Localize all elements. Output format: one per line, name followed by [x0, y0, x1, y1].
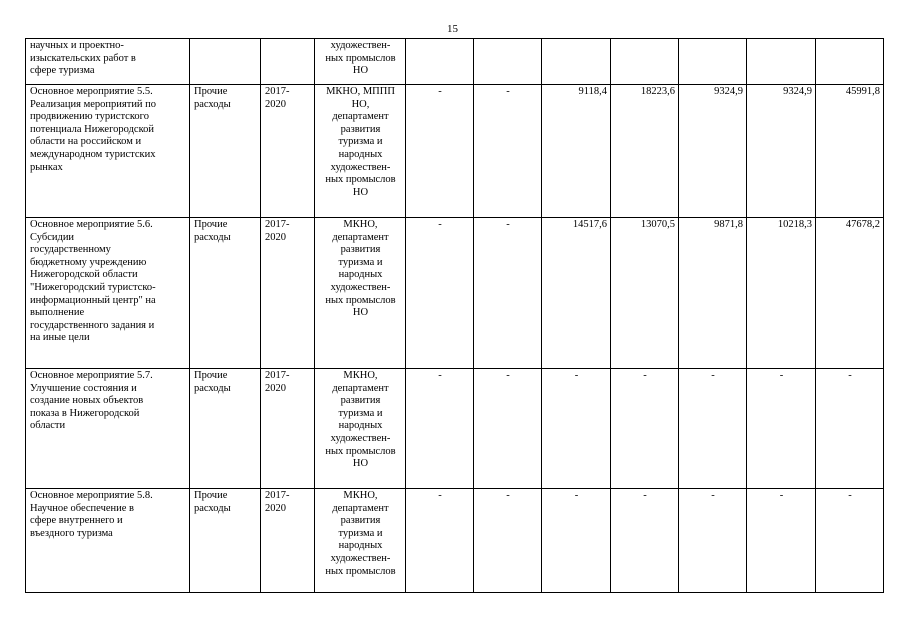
value-cell: - [542, 489, 611, 593]
value-cell [542, 39, 611, 85]
value-cell: - [611, 489, 679, 593]
value-cell: 18223,6 [611, 85, 679, 218]
table-row [26, 85, 884, 218]
value-cell: 45991,8 [816, 85, 884, 218]
period-cell: 2017- 2020 [261, 369, 315, 489]
table-row [26, 218, 884, 369]
value-cell: - [816, 489, 884, 593]
value-cell: - [406, 85, 474, 218]
value-cell: - [474, 369, 542, 489]
expense-type-cell [190, 39, 261, 85]
value-cell: - [679, 489, 747, 593]
executor-cell: МКНО, департамент развития туризма и народных художествен- ных промыслов [315, 489, 406, 593]
value-cell [816, 39, 884, 85]
value-cell: 13070,5 [611, 218, 679, 369]
value-cell [679, 39, 747, 85]
value-cell: 47678,2 [816, 218, 884, 369]
program-measures-table [25, 38, 884, 593]
measure-name-cell: Основное мероприятие 5.6. Субсидии государственному бюджетному учреждению Нижегородской области "Нижегородский туристско- информационный центр" на выполнение государственного задания и на иные цели [26, 218, 190, 369]
value-cell: 14517,6 [542, 218, 611, 369]
value-cell: 9324,9 [679, 85, 747, 218]
expense-type-cell: Прочие расходы [190, 489, 261, 593]
value-cell [474, 39, 542, 85]
period-cell: 2017- 2020 [261, 85, 315, 218]
value-cell [406, 39, 474, 85]
value-cell: 10218,3 [747, 218, 816, 369]
value-cell: - [816, 369, 884, 489]
value-cell: 9324,9 [747, 85, 816, 218]
expense-type-cell: Прочие расходы [190, 218, 261, 369]
value-cell: - [406, 218, 474, 369]
period-cell: 2017- 2020 [261, 489, 315, 593]
value-cell: - [474, 489, 542, 593]
value-cell: - [406, 489, 474, 593]
page-number: 15 [447, 23, 458, 35]
value-cell: - [474, 85, 542, 218]
value-cell [611, 39, 679, 85]
table-row [26, 489, 884, 593]
table-row [26, 39, 884, 85]
expense-type-cell: Прочие расходы [190, 369, 261, 489]
value-cell: - [474, 218, 542, 369]
executor-cell: МКНО, департамент развития туризма и народных художествен- ных промыслов НО [315, 218, 406, 369]
measure-name-cell: Основное мероприятие 5.7. Улучшение состояния и создание новых объектов показа в Нижегородской области [26, 369, 190, 489]
value-cell: - [406, 369, 474, 489]
value-cell: - [542, 369, 611, 489]
measure-name-cell: Основное мероприятие 5.8. Научное обеспечение в сфере внутреннего и въездного туризма [26, 489, 190, 593]
executor-cell: МКНО, департамент развития туризма и народных художествен- ных промыслов НО [315, 369, 406, 489]
value-cell: - [611, 369, 679, 489]
period-cell: 2017- 2020 [261, 218, 315, 369]
value-cell: - [679, 369, 747, 489]
executor-cell: МКНО, МППП НО, департамент развития туризма и народных художествен- ных промыслов НО [315, 85, 406, 218]
value-cell: 9118,4 [542, 85, 611, 218]
table-row [26, 369, 884, 489]
value-cell: 9871,8 [679, 218, 747, 369]
expense-type-cell: Прочие расходы [190, 85, 261, 218]
value-cell [747, 39, 816, 85]
value-cell: - [747, 369, 816, 489]
period-cell [261, 39, 315, 85]
measure-name-cell: научных и проектно- изыскательских работ в сфере туризма [26, 39, 190, 85]
executor-cell: художествен- ных промыслов НО [315, 39, 406, 85]
measure-name-cell: Основное мероприятие 5.5. Реализация мероприятий по продвижению туристского потенциала Нижегородской области на российском и международном туристских рынках [26, 85, 190, 218]
value-cell: - [747, 489, 816, 593]
